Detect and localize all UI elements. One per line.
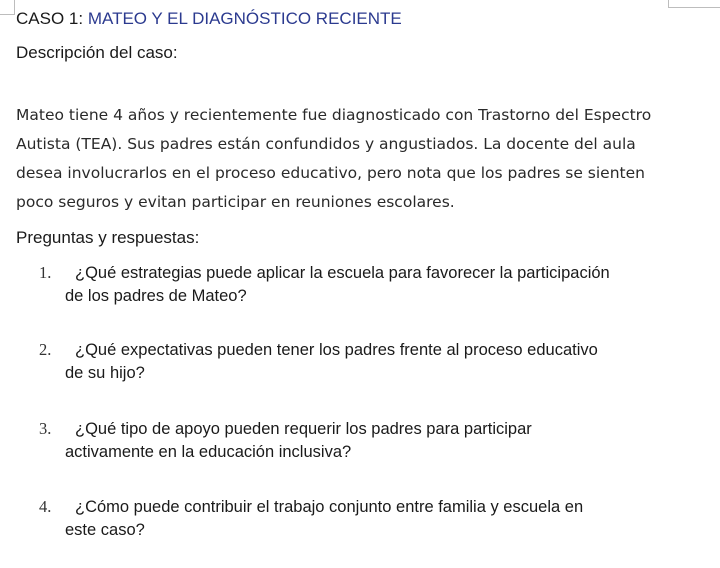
question-4-number: 4.: [39, 497, 52, 516]
question-4: [39, 495, 669, 542]
case-title-name: MATEO Y EL DIAGNÓSTICO RECIENTE: [87, 9, 402, 28]
question-3-text-line2: activamente en la educación inclusiva?: [65, 443, 352, 461]
description-label: Descripción del caso:: [16, 43, 178, 62]
description-text: Mateo tiene 4 años y recientemente fue diagnosticado con Trastorno del Espectro Autista (TEA). Sus padres están confundidos y angustiados. La docente del aula desea involucrarlos en el proceso educativo, pero nota que los padres se sienten poco seguros y evitan participar en reuniones escolares.: [16, 106, 652, 211]
question-3-text-line1: ¿Qué tipo de apoyo pueden requerir los padres para participar: [75, 420, 532, 438]
question-1-text-line2: de los padres de Mateo?: [65, 287, 247, 305]
case-title: [16, 9, 402, 29]
question-4-text-line1: ¿Cómo puede contribuir el trabajo conjunto entre familia y escuela en: [75, 498, 584, 516]
question-2-number: 2.: [39, 340, 52, 359]
description-body: [16, 101, 666, 217]
questions-label: Preguntas y respuestas:: [16, 228, 200, 247]
crop-mark-top-right: [668, 0, 720, 8]
question-3: [39, 417, 669, 464]
question-1-text-line1: ¿Qué estrategias puede aplicar la escuela para favorecer la participación: [75, 264, 610, 282]
question-4-text-line2: este caso?: [65, 521, 145, 539]
question-1-number: 1.: [39, 263, 52, 282]
question-1: [39, 261, 669, 308]
question-2-text-line1: ¿Qué expectativas pueden tener los padres frente al proceso educativo: [75, 341, 598, 359]
crop-mark-top-left: [0, 0, 15, 15]
question-2-text-line2: de su hijo?: [65, 364, 145, 382]
case-title-prefix: CASO 1:: [16, 9, 84, 28]
question-2: [39, 338, 669, 385]
question-3-number: 3.: [39, 419, 52, 438]
